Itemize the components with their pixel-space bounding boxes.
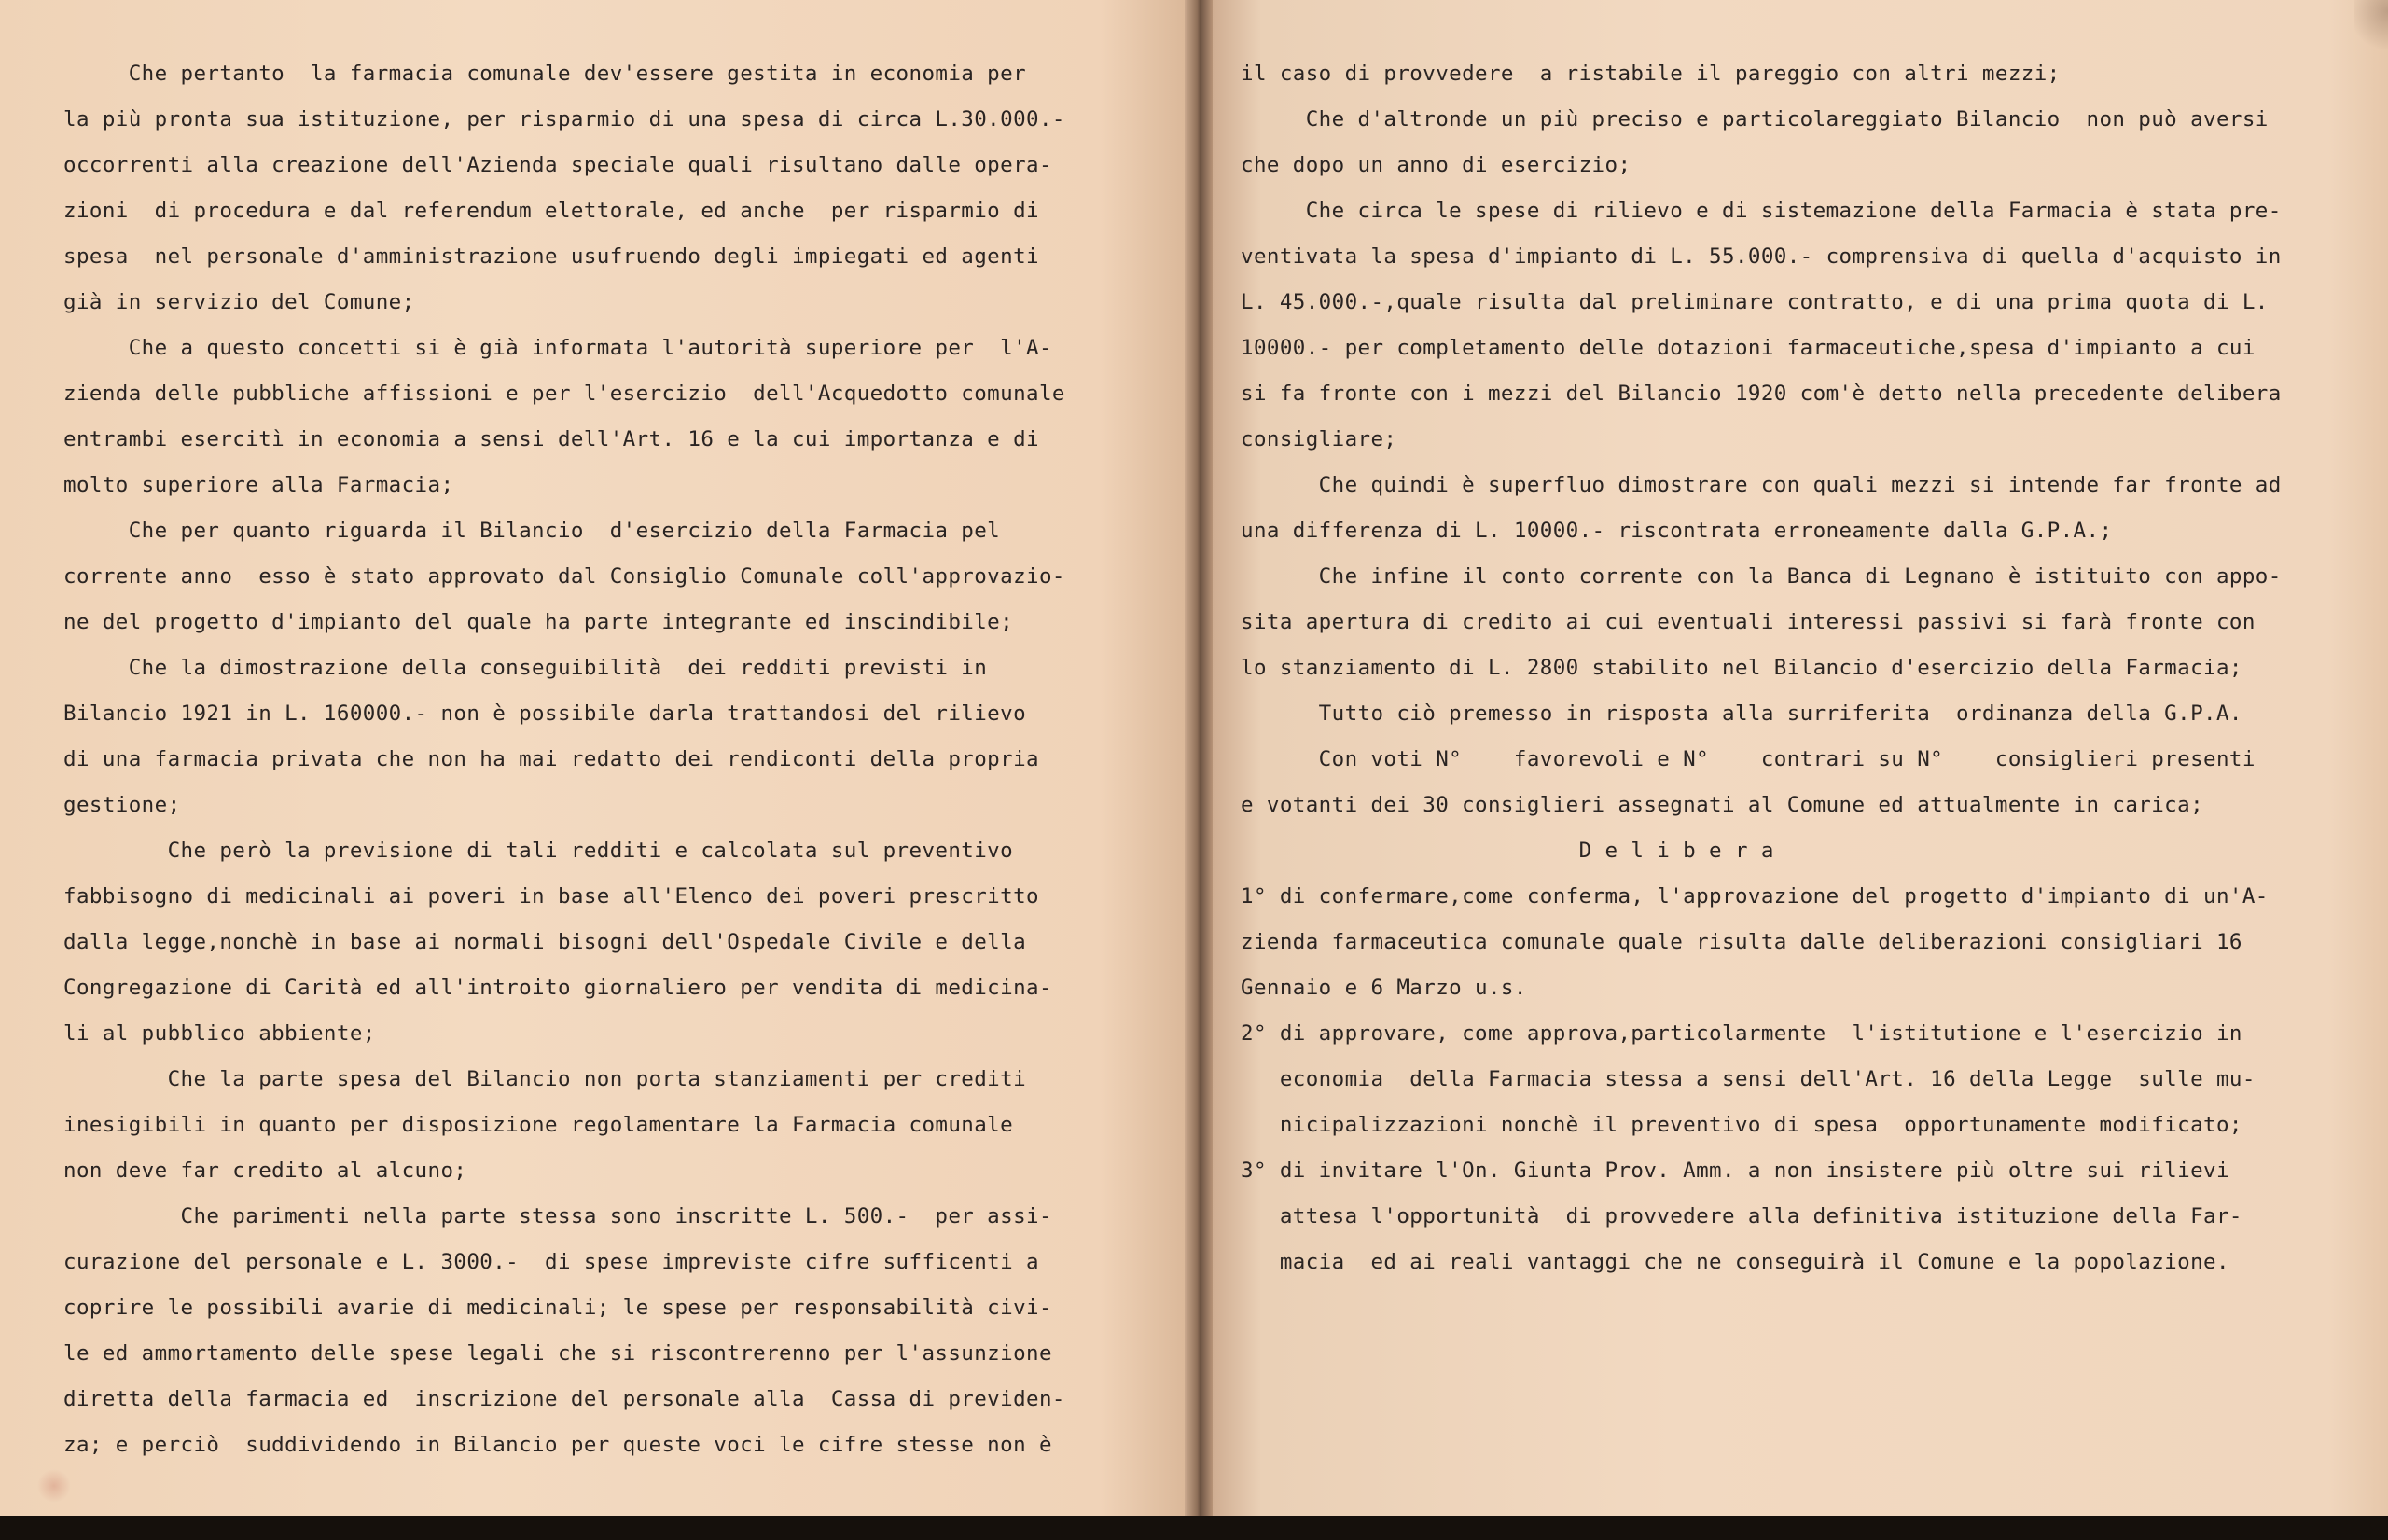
text-line: Bilancio 1921 in L. 160000.- non è possibile darla trattandosi del rilievo bbox=[63, 701, 1027, 726]
text-line: 10000.- per completamento delle dotazioni farmaceutiche,spesa d'impianto a cui bbox=[1241, 336, 2256, 360]
text-line: 1° di confermare,come conferma, l'approvazione del progetto d'impianto di un'A- bbox=[1241, 884, 2269, 909]
text-line: Che la parte spesa del Bilancio non porta stanziamenti per crediti bbox=[63, 1067, 1027, 1091]
text-line: coprire le possibili avarie di medicinali; le spese per responsabilità civi- bbox=[63, 1296, 1052, 1320]
text-line: nicipalizzazioni nonchè il preventivo di spesa opportunamente modificato; bbox=[1241, 1113, 2242, 1137]
text-line: Che per quanto riguarda il Bilancio d'esercizio della Farmacia pel bbox=[63, 519, 1001, 543]
text-line: il caso di provvedere a ristabile il pareggio con altri mezzi; bbox=[1241, 62, 2061, 86]
delibera-heading: D e l i b e r a bbox=[1241, 839, 1774, 863]
text-line: Che però la previsione di tali redditi e calcolata sul preventivo bbox=[63, 839, 1014, 863]
text-line: ventivata la spesa d'impianto di L. 55.000.- comprensiva di quella d'acquisto in bbox=[1241, 244, 2282, 269]
text-line: diretta della farmacia ed inscrizione del personale alla Cassa di previden- bbox=[63, 1387, 1065, 1411]
text-line: economia della Farmacia stessa a sensi dell'Art. 16 della Legge sulle mu- bbox=[1241, 1067, 2256, 1091]
text-line: Che a questo concetti si è già informata l'autorità superiore per l'A- bbox=[63, 336, 1052, 360]
text-line: non deve far credito al alcuno; bbox=[63, 1158, 467, 1183]
text-line: occorrenti alla creazione dell'Azienda speciale quali risultano dalle opera- bbox=[63, 153, 1052, 177]
text-line: Che la dimostrazione della conseguibilità dei redditi previsti in bbox=[63, 656, 988, 680]
text-line: spesa nel personale d'amministrazione usufruendo degli impiegati ed agenti bbox=[63, 244, 1039, 269]
text-line: Gennaio e 6 Marzo u.s. bbox=[1241, 976, 1527, 1000]
text-line: la più pronta sua istituzione, per risparmio di una spesa di circa L.30.000.- bbox=[63, 107, 1065, 132]
text-line: di una farmacia privata che non ha mai redatto dei rendiconti della propria bbox=[63, 747, 1039, 771]
text-line: Congregazione di Carità ed all'introito giornaliero per vendita di medicina- bbox=[63, 976, 1052, 1000]
text-line: consigliare; bbox=[1241, 427, 1397, 451]
text-line: Con voti N° favorevoli e N° contrari su N° consiglieri presenti bbox=[1241, 747, 2256, 771]
text-line: macia ed ai reali vantaggi che ne conseguirà il Comune e la popolazione. bbox=[1241, 1250, 2229, 1274]
text-line: le ed ammortamento delle spese legali che si riscontrerenno per l'assunzione bbox=[63, 1341, 1052, 1366]
text-line: Che pertanto la farmacia comunale dev'essere gestita in economia per bbox=[63, 62, 1027, 86]
text-line: zioni di procedura e dal referendum elettorale, ed anche per risparmio di bbox=[63, 199, 1039, 223]
text-line: L. 45.000.-,quale risulta dal preliminare contratto, e di una prima quota di L. bbox=[1241, 290, 2269, 314]
text-line: già in servizio del Comune; bbox=[63, 290, 415, 314]
text-line: e votanti dei 30 consiglieri assegnati al Comune ed attualmente in carica; bbox=[1241, 793, 2204, 817]
book-gutter bbox=[1185, 0, 1213, 1530]
text-line: Che circa le spese di rilievo e di sistemazione della Farmacia è stata pre- bbox=[1241, 199, 2282, 223]
text-line: fabbisogno di medicinali ai poveri in base all'Elenco dei poveri prescritto bbox=[63, 884, 1039, 909]
text-line: dalla legge,nonchè in base ai normali bisogni dell'Ospedale Civile e della bbox=[63, 930, 1027, 954]
scan-bottom-edge bbox=[0, 1516, 2388, 1540]
text-line: lo stanziamento di L. 2800 stabilito nel Bilancio d'esercizio della Farmacia; bbox=[1241, 656, 2242, 680]
text-line: 3° di invitare l'On. Giunta Prov. Amm. a non insistere più oltre sui rilievi bbox=[1241, 1158, 2229, 1183]
text-line: Che infine il conto corrente con la Banca di Legnano è istituito con appo- bbox=[1241, 564, 2282, 589]
text-line: 2° di approvare, come approva,particolarmente l'istitutione e l'esercizio in bbox=[1241, 1021, 2242, 1046]
stain-mark bbox=[37, 1469, 71, 1503]
text-line: una differenza di L. 10000.- riscontrata erroneamente dalla G.P.A.; bbox=[1241, 519, 2113, 543]
text-line: inesigibili in quanto per disposizione regolamentare la Farmacia comunale bbox=[63, 1113, 1014, 1137]
text-line: Che quindi è superfluo dimostrare con quali mezzi si intende far fronte ad bbox=[1241, 473, 2282, 497]
text-line: zienda delle pubbliche affissioni e per l'esercizio dell'Acquedotto comunale bbox=[63, 382, 1065, 406]
text-line: gestione; bbox=[63, 793, 181, 817]
text-line: zienda farmaceutica comunale quale risulta dalle deliberazioni consigliari 16 bbox=[1241, 930, 2242, 954]
text-line: Che parimenti nella parte stessa sono inscritte L. 500.- per assi- bbox=[63, 1204, 1052, 1228]
text-line: li al pubblico abbiente; bbox=[63, 1021, 376, 1046]
text-line: corrente anno esso è stato approvato dal Consiglio Comunale coll'approvazio- bbox=[63, 564, 1065, 589]
text-line: molto superiore alla Farmacia; bbox=[63, 473, 454, 497]
corner-wear bbox=[2354, 0, 2388, 56]
text-line: curazione del personale e L. 3000.- di spese impreviste cifre sufficenti a bbox=[63, 1250, 1039, 1274]
text-line: entrambi esercitì in economia a sensi dell'Art. 16 e la cui importanza e di bbox=[63, 427, 1039, 451]
text-line: sita apertura di credito ai cui eventuali interessi passivi si farà fronte con bbox=[1241, 610, 2256, 634]
text-line: si fa fronte con i mezzi del Bilancio 1920 com'è detto nella precedente delibera bbox=[1241, 382, 2282, 406]
text-line: Tutto ciò premesso in risposta alla surriferita ordinanza della G.P.A. bbox=[1241, 701, 2242, 726]
text-line: ne del progetto d'impianto del quale ha parte integrante ed inscindibile; bbox=[63, 610, 1014, 634]
text-line: za; e perciò suddividendo in Bilancio per queste voci le cifre stesse non è bbox=[63, 1433, 1052, 1457]
text-line: Che d'altronde un più preciso e particolareggiato Bilancio non può aversi bbox=[1241, 107, 2269, 132]
text-line: attesa l'opportunità di provvedere alla definitiva istituzione della Far- bbox=[1241, 1204, 2242, 1228]
text-line: che dopo un anno di esercizio; bbox=[1241, 153, 1631, 177]
